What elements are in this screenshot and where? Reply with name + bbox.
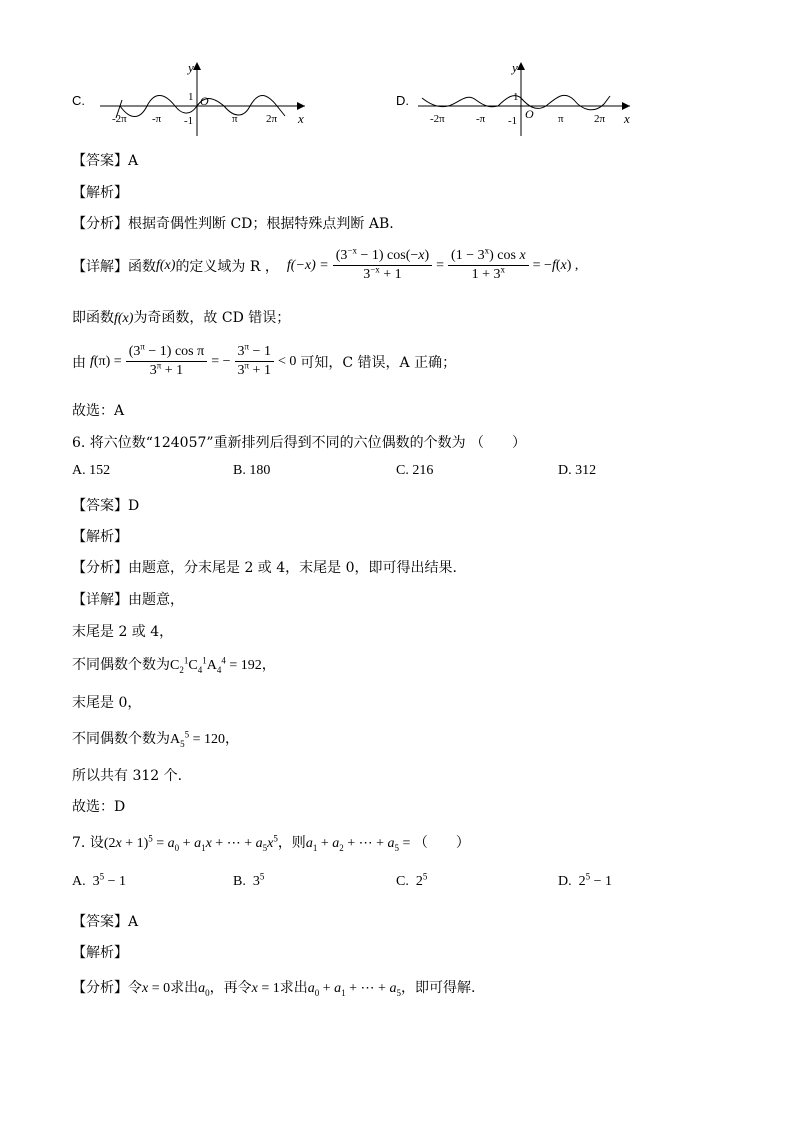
q7-option-a: A. $3^5 - 1$ xyxy=(72,871,127,889)
math-binomial: $(2x + 1)^5 = a_0 + a_1x$ + ⋯ + $a_5x^5$ xyxy=(103,833,278,853)
graph-c-tick: π xyxy=(232,113,238,125)
xiangjie-text-a: 函数 xyxy=(128,258,156,275)
q5-line3 xyxy=(72,341,457,379)
q7-fenxi xyxy=(72,977,475,997)
math-fraction: $\frac{(3^\pi - 1) \cos \pi}{3^\pi + 1}$ xyxy=(126,344,208,379)
graph-c-tick: 2π xyxy=(266,113,278,125)
math-f-neg-x: f(−x) = xyxy=(286,257,329,273)
stem-text: ，则 xyxy=(277,835,306,851)
fenxi-tag: 【分析】 xyxy=(72,216,128,232)
graph-d-tick: -π xyxy=(476,113,486,125)
xiangjie-text: 由题意， xyxy=(128,592,184,608)
q6-l5: 所以共有 312 个. xyxy=(72,768,183,784)
q6-jiexi: 【解析】 xyxy=(72,529,128,545)
graph-c xyxy=(100,60,310,136)
math-fraction: $\frac{(1 - 3^x) \cos x}{1 + 3^x}$ xyxy=(448,248,529,283)
q6-l2 xyxy=(72,654,276,674)
option-c-label: C. xyxy=(72,93,85,108)
q5-jiexi: 【解析】 xyxy=(72,185,128,201)
q7-jiexi: 【解析】 xyxy=(72,945,128,961)
q6-option-d: D. 312 xyxy=(558,463,597,478)
q6-option-a: A. 152 xyxy=(72,463,111,478)
q5-answer: 【答案】A xyxy=(72,153,139,169)
line-text: 可知，C 错误，A 正确； xyxy=(300,354,457,371)
math-fraction: $\frac{3^\pi - 1}{3^\pi + 1}$ xyxy=(235,344,274,379)
math-val: = 192， xyxy=(225,658,276,673)
xiangjie-text-b: 的定义域为 R ， xyxy=(175,258,279,275)
q7-option-c: C. $2^5$ xyxy=(396,871,428,889)
graph-c-neg-one: -1 xyxy=(184,115,194,127)
fenxi-tag: 【分析】 xyxy=(72,560,128,576)
line-text: 即函数 xyxy=(72,310,114,326)
q6-stem: 6. 将六位数“124057”重新排列后得到不同的六位偶数的个数为 （ ） xyxy=(72,435,527,451)
fenxi-text: 令 xyxy=(128,980,142,996)
stem-text: （ ） xyxy=(413,835,470,851)
graph-c-one: 1 xyxy=(188,91,194,103)
q6-option-b: B. 180 xyxy=(233,463,271,478)
q7-stem xyxy=(72,832,470,852)
xiangjie-tag: 【详解】 xyxy=(72,258,128,275)
line-text: 由 xyxy=(72,354,86,371)
q6-l3: 末尾是 0， xyxy=(72,695,142,711)
xiangjie-tag: 【详解】 xyxy=(72,592,128,608)
fenxi-text: 求出 xyxy=(170,980,199,996)
math-fx: f(x) xyxy=(156,257,176,273)
graph-d-tick: -2π xyxy=(430,113,445,125)
math-val: = 120， xyxy=(189,732,240,747)
q7-option-b: B. $3^5$ xyxy=(233,871,265,889)
graph-d-one: 1 xyxy=(513,91,519,103)
math-result: = −f(x) , xyxy=(532,257,579,273)
q6-xiangjie xyxy=(72,589,184,609)
graph-d-tick: 2π xyxy=(594,113,606,125)
math-perm: $A_5^5$ xyxy=(170,729,190,749)
graph-c-x-label: x xyxy=(298,111,304,126)
q5-xiangjie xyxy=(72,245,579,283)
graph-c-tick: -2π xyxy=(112,113,127,125)
graph-d-neg-one: -1 xyxy=(508,115,518,127)
q6-l4 xyxy=(72,728,239,748)
line-text: 不同偶数个数为 xyxy=(72,657,170,673)
fenxi-text: ，即可得解. xyxy=(400,980,476,996)
option-d-label: D. xyxy=(396,93,409,108)
q5-line2 xyxy=(72,307,290,327)
graph-c-tick: -π xyxy=(152,113,162,125)
q6-answer: 【答案】D xyxy=(72,498,140,514)
math-lt: < 0 xyxy=(277,353,297,369)
math-fraction: $\frac{(3^{-x} - 1) \cos(-x)}{3^{-x} + 1}$ xyxy=(333,248,432,283)
graph-d-tick: π xyxy=(558,113,564,125)
math-fx: f(x) xyxy=(114,311,134,326)
q6-fenxi xyxy=(72,557,457,577)
fenxi-text: 求出 xyxy=(279,980,308,996)
q7-answer: 【答案】A xyxy=(72,914,139,930)
fenxi-text: ，再令 xyxy=(209,980,252,996)
fenxi-text: 根据奇偶性判断 CD；根据特殊点判断 AB. xyxy=(128,216,394,232)
q6-choose: 故选：D xyxy=(72,799,126,815)
q6-l1: 末尾是 2 或 4， xyxy=(72,624,174,640)
graph-c-y-label: y xyxy=(188,60,194,75)
math-x1: x = 1 xyxy=(251,981,280,996)
line-text: 为奇函数，故 CD 错误； xyxy=(133,310,291,326)
math-sum-all: $a_0 + a_1$ + ⋯ + $a_5$ xyxy=(307,981,401,998)
stem-text: 7. 设 xyxy=(72,835,104,851)
line-text: 不同偶数个数为 xyxy=(72,731,170,747)
math-a0: $a_0$ xyxy=(198,981,210,998)
fenxi-text: 由题意，分末尾是 2 或 4，末尾是 0，即可得出结果. xyxy=(128,560,457,576)
math-sum: $a_1 + a_2$ + ⋯ + $a_5$ = xyxy=(305,836,414,853)
math-f-pi: f(π) = xyxy=(90,353,122,369)
graph-d xyxy=(418,60,638,136)
math-comb: $C_2^1C_4^1A_4^4$ xyxy=(170,655,226,675)
q6-option-c: C. 216 xyxy=(396,463,434,478)
q5-fenxi xyxy=(72,213,394,233)
graph-c-origin: O xyxy=(200,94,209,108)
math-eq: = − xyxy=(211,353,231,369)
graph-d-x-label: x xyxy=(624,111,630,126)
fenxi-tag: 【分析】 xyxy=(72,980,128,996)
math-eq: = xyxy=(436,257,445,273)
q7-option-d: D. $2^5 - 1$ xyxy=(558,871,613,889)
graph-d-origin: O xyxy=(525,107,534,121)
q5-choose: 故选：A xyxy=(72,403,125,419)
graph-d-y-label: y xyxy=(512,60,518,75)
math-x0: x = 0 xyxy=(142,981,171,996)
